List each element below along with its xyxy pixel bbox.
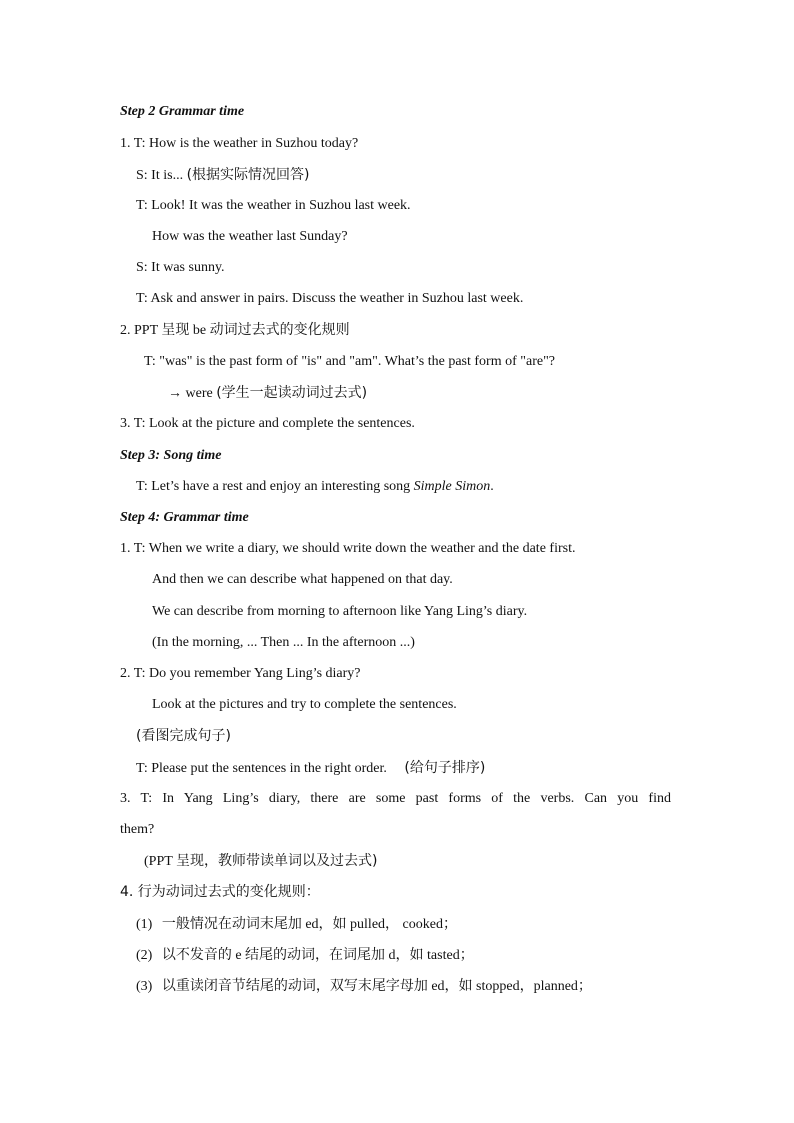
step2-line-2 [136, 165, 310, 186]
rule-3-en: ed，如 stopped，planned； [427, 979, 592, 994]
rule-3-number: (3) [136, 979, 153, 994]
rule-2-en2: d，如 tasted； [385, 948, 474, 963]
step2-line-7-zh1: 呈现 [161, 322, 190, 338]
rule-1-number: (1) [136, 917, 153, 932]
rule-2-zh2: 结尾的动词，在词尾加 [245, 947, 386, 963]
step2-line-3: T: Look! It was the weather in Suzhou last week. [136, 198, 411, 213]
rule-3 [136, 976, 592, 997]
step4-line-8-zh: (给句子排序) [404, 760, 486, 776]
step4-line-7: (看图完成句子) [136, 728, 231, 744]
step2-line-8: T: "was" is the past form of "is" and "am". What’s the past form of "are"? [144, 354, 555, 369]
step4-line-1: 1. T: When we write a diary, we should write down the weather and the date first. [120, 541, 576, 556]
step3-line-1 [136, 477, 494, 497]
step3-heading: Step 3: Song time [120, 448, 222, 463]
step2-line-7 [120, 320, 350, 341]
step2-line-7-zh2: 动词过去式的变化规则 [209, 322, 350, 338]
step4-line-8 [136, 758, 485, 779]
step2-line-9-en: → were [168, 386, 217, 401]
step2-line-9 [168, 383, 367, 404]
step2-line-5: S: It was sunny. [136, 260, 225, 275]
rule-1-en: ed，如 pulled， cooked； [301, 917, 457, 932]
song-title: Simple Simon [413, 479, 491, 494]
step4-line-9: 3. T: In Yang Ling’s diary, there are some past forms of the verbs. Can you find [120, 791, 671, 806]
rule-3-zh: 以重读闭音节结尾的动词，双写末尾字母加 [161, 978, 428, 994]
step2-line-6: T: Ask and answer in pairs. Discuss the weather in Suzhou last week. [136, 291, 524, 306]
step2-line-10: 3. T: Look at the picture and complete the sentences. [120, 416, 415, 431]
step2-line-7-en: 2. PPT [120, 323, 162, 338]
step4-line-11-en: (PPT [144, 854, 177, 869]
step4-line-11 [144, 851, 378, 872]
step4-line-3: We can describe from morning to afternoon like Yang Ling’s diary. [152, 604, 528, 619]
step2-line-1: 1. T: How is the weather in Suzhou today? [120, 136, 359, 151]
step2-line-2-en: S: It is... [136, 168, 184, 183]
rule-2-zh: 以不发音的 [161, 947, 232, 963]
rule-2-en: e [231, 948, 246, 963]
step4-line-4: (In the morning, ... Then ... In the afternoon ...) [152, 635, 415, 650]
rule-1-zh: 一般情况在动词末尾加 [161, 916, 302, 932]
step2-line-7-be: be [189, 323, 210, 338]
step4-line-10: them? [120, 822, 155, 837]
rule-2-number: (2) [136, 948, 153, 963]
step2-line-9-zh: (学生一起读动词过去式) [216, 385, 368, 401]
step4-line-6: Look at the pictures and try to complete the sentences. [152, 697, 457, 712]
step2-line-4: How was the weather last Sunday? [152, 229, 348, 244]
step4-line-8-en: T: Please put the sentences in the right order. [136, 761, 387, 776]
step3-line-1-end: . [490, 479, 494, 494]
step2-line-2-zh: (根据实际情况回答) [186, 167, 310, 183]
step4-line-12: 4. 行为动词过去式的变化规则： [120, 884, 320, 900]
rule-2 [136, 945, 474, 966]
step4-line-5: 2. T: Do you remember Yang Ling’s diary? [120, 666, 361, 681]
step4-line-11-zh: 呈现，教师带读单词以及过去式) [176, 853, 378, 869]
rule-1 [136, 914, 457, 935]
step3-line-1-en: T: Let’s have a rest and enjoy an interesting song [136, 479, 414, 494]
step4-heading: Step 4: Grammar time [120, 510, 249, 525]
step4-line-2: And then we can describe what happened on that day. [152, 572, 453, 587]
step2-heading: Step 2 Grammar time [120, 104, 245, 119]
